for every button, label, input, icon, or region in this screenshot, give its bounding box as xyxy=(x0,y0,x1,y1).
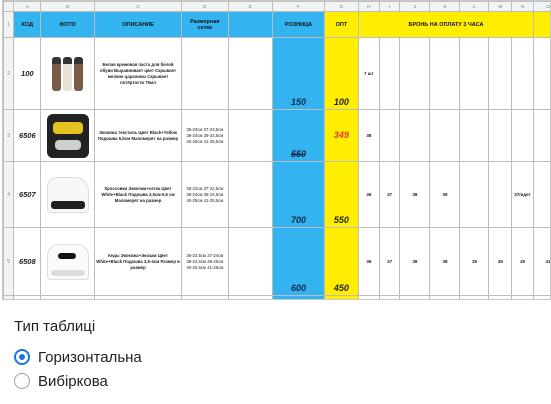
row-number: 3 xyxy=(4,110,14,162)
table-row xyxy=(4,162,551,228)
table-row xyxy=(4,228,551,296)
table-row xyxy=(4,110,551,162)
booking-cell xyxy=(400,38,430,110)
cream-bottle-image xyxy=(52,57,61,91)
col-letter: D xyxy=(182,2,229,12)
option-horizontal[interactable] xyxy=(14,345,142,369)
product-code: 100 xyxy=(14,38,41,110)
booking-cell: 38 xyxy=(430,228,460,296)
header-size-grid: Размерная сетка xyxy=(182,12,229,38)
booking-cell xyxy=(379,38,400,110)
column-letters-row xyxy=(4,2,551,12)
booking-cell: 41 xyxy=(533,228,551,296)
option-label: Вибіркова xyxy=(38,372,108,390)
booking-cell: 37 xyxy=(379,228,400,296)
option-selective[interactable] xyxy=(14,369,142,393)
col-letter: O xyxy=(533,2,551,12)
retail-price: 600 xyxy=(273,228,325,296)
product-code: 6508 xyxy=(14,228,41,296)
spreadsheet-preview xyxy=(2,0,551,300)
cream-bottle-image xyxy=(74,57,83,91)
booking-cell: 40 xyxy=(512,228,534,296)
col-letter: F xyxy=(273,2,325,12)
booking-cell: 36 xyxy=(359,228,380,296)
product-sizes: 36-23см 37-23,5см 38-24см 39-24,5см 40-25см 41-25,5см xyxy=(182,110,229,162)
header-row xyxy=(4,12,551,38)
booking-cell: 36 xyxy=(359,162,380,228)
booking-cell xyxy=(379,110,400,162)
col-letter: C xyxy=(95,2,182,12)
header-code: КОД xyxy=(14,12,41,38)
booking-cell xyxy=(400,110,430,162)
booking-cell xyxy=(512,110,534,162)
booking-cell xyxy=(533,110,551,162)
retail-price: 700 xyxy=(273,162,325,228)
wholesale-price: 550 xyxy=(324,162,358,228)
header-retail: РОЗНИЦА xyxy=(273,12,325,38)
booking-cell xyxy=(489,38,512,110)
booking-cell: 38 xyxy=(359,110,380,162)
booking-cell: 39 xyxy=(489,228,512,296)
radio-selected-icon[interactable] xyxy=(14,349,30,365)
product-photo-cell xyxy=(41,110,95,162)
col-letter: J xyxy=(400,2,430,12)
booking-cell xyxy=(430,38,460,110)
table-type-title: Тип таблиці xyxy=(14,318,96,335)
col-letter: B xyxy=(41,2,95,12)
col-letter: H xyxy=(359,2,380,12)
retail-price: 150 xyxy=(273,38,325,110)
row-number: 2 xyxy=(4,38,14,110)
wholesale-price: 100 xyxy=(324,38,358,110)
slide-sandal-image xyxy=(47,114,89,158)
booking-cell xyxy=(430,110,460,162)
col-letter: E xyxy=(228,2,273,12)
sneaker-image xyxy=(47,244,89,280)
product-description: Экокожа текстиль Цвет Black+Yellow Подошва 5,5см Маломерят на размер xyxy=(95,110,182,162)
table-row xyxy=(4,296,551,301)
product-description: Кроссовки Экокожа+сетка Цвет White+Black Подошва 3,5см-5,5 см Маломерят на размер xyxy=(95,162,182,228)
row-number: 4 xyxy=(4,162,14,228)
row-number: 1 xyxy=(4,12,14,38)
col-letter: G xyxy=(324,2,358,12)
header-wholesale: ОПТ xyxy=(324,12,358,38)
booking-cell: 38 xyxy=(400,228,430,296)
row-number: 5 xyxy=(4,228,14,296)
product-sizes: 36-23,5см 37-24см 38-24,5см 39-25см 40-25,5см 41-26см xyxy=(182,228,229,296)
booking-cell xyxy=(460,110,489,162)
booking-cell: 37 xyxy=(379,162,400,228)
booking-cell: 37/идет xyxy=(512,162,534,228)
option-label: Горизонтальна xyxy=(38,348,142,366)
booking-cell: 38 xyxy=(400,162,430,228)
old-retail-price: 550 xyxy=(290,149,306,159)
sneaker-image xyxy=(47,177,89,213)
booking-cell: 39 xyxy=(460,228,489,296)
col-letter: K xyxy=(430,2,460,12)
price-table xyxy=(3,1,551,300)
retail-price xyxy=(273,110,325,162)
product-photo-cell xyxy=(41,38,95,110)
col-letter: L xyxy=(460,2,489,12)
product-sizes xyxy=(182,38,229,110)
radio-unselected-icon[interactable] xyxy=(14,373,30,389)
product-description: Кеды Экокожа+Экозам Цвет White+Black Подошва 3,5-4см Размер в размер xyxy=(95,228,182,296)
product-description: Белая кремовая паста для белой обуви Выравнивает цвет Скрывает мелкие царапины Скрывает потёртости 75мл xyxy=(95,38,182,110)
booking-cell xyxy=(489,110,512,162)
product-code: 6507 xyxy=(14,162,41,228)
product-photo xyxy=(47,52,89,96)
booking-cell: 7 шт xyxy=(359,38,380,110)
booking-cell: 39 xyxy=(430,162,460,228)
header-description: ОПИСАНИЕ xyxy=(95,12,182,38)
header-extra xyxy=(533,12,551,38)
cream-bottle-image xyxy=(63,57,72,91)
col-letter: N xyxy=(512,2,534,12)
header-empty xyxy=(228,12,273,38)
booking-cell xyxy=(460,162,489,228)
booking-cell xyxy=(533,38,551,110)
col-letter: A xyxy=(14,2,41,12)
product-sizes: 36-22см 37-22,5см 38-24см 39-24,5см 40-25см 41-25,5см xyxy=(182,162,229,228)
col-letter: I xyxy=(379,2,400,12)
booking-cell xyxy=(512,38,534,110)
booking-cell xyxy=(460,38,489,110)
booking-cell xyxy=(533,162,551,228)
product-photo-cell xyxy=(41,162,95,228)
product-code: 6506 xyxy=(14,110,41,162)
table-type-options xyxy=(14,318,142,393)
wholesale-price: 349 xyxy=(324,110,358,162)
product-photo-cell xyxy=(41,228,95,296)
col-letter: M xyxy=(489,2,512,12)
booking-cell xyxy=(489,162,512,228)
header-photo: ФОТО xyxy=(41,12,95,38)
wholesale-price: 450 xyxy=(324,228,358,296)
table-row xyxy=(4,38,551,110)
header-booking: БРОНЬ НА ОПЛАТУ 3 ЧАСА xyxy=(359,12,534,38)
